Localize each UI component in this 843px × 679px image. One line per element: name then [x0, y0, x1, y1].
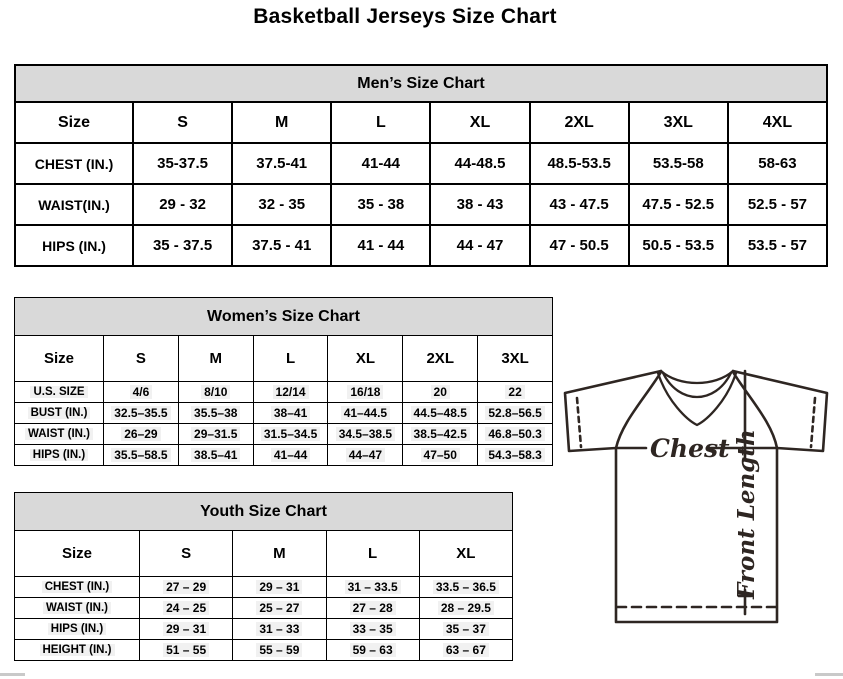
size-value-cell	[233, 577, 326, 598]
row-label	[15, 403, 104, 424]
size-value: 27 – 28	[350, 601, 396, 615]
column-header: M	[178, 336, 253, 382]
row-label-text: U.S. SIZE	[30, 386, 87, 398]
column-header: 3XL	[478, 336, 553, 382]
size-value: 33.5 – 36.5	[433, 580, 499, 594]
size-value: 29 – 31	[163, 622, 209, 636]
size-value-cell	[478, 382, 553, 403]
size-value: 31 – 33	[256, 622, 302, 636]
column-header: 2XL	[403, 336, 478, 382]
row-label	[15, 619, 140, 640]
size-value-cell	[419, 640, 512, 661]
table-row	[15, 640, 513, 661]
column-header: S	[140, 531, 233, 577]
size-value: 32.5–35.5	[111, 406, 170, 420]
column-header: 2XL	[530, 102, 629, 143]
size-value-cell	[140, 640, 233, 661]
row-label-text: WAIST (IN.)	[25, 428, 93, 440]
size-value-cell	[140, 598, 233, 619]
table-row	[15, 577, 513, 598]
size-value-cell	[104, 382, 179, 403]
size-value: 29–31.5	[191, 427, 240, 441]
jersey-outline	[565, 371, 827, 622]
row-label-text: CHEST (IN.)	[42, 581, 113, 593]
column-header: XL	[328, 336, 403, 382]
size-value: 38.5–41	[191, 448, 240, 462]
size-value: 44–47	[346, 448, 385, 462]
table-row	[15, 445, 553, 466]
size-value-cell	[419, 577, 512, 598]
size-value-cell	[253, 403, 328, 424]
size-value-cell: 37.5 - 41	[232, 225, 331, 266]
cutoff-element-bottom-right	[815, 673, 843, 676]
collar-outer-arc	[661, 371, 733, 383]
table-row	[15, 298, 553, 336]
size-value-cell	[328, 445, 403, 466]
size-value-cell: 41 - 44	[331, 225, 430, 266]
column-header: XL	[419, 531, 512, 577]
table-row	[15, 531, 513, 577]
size-value: 59 – 63	[350, 643, 396, 657]
size-value: 51 – 55	[163, 643, 209, 657]
size-value: 63 – 67	[443, 643, 489, 657]
youth-table-title: Youth Size Chart	[15, 493, 513, 531]
row-label	[15, 382, 104, 403]
size-value-cell	[233, 598, 326, 619]
size-value-cell	[328, 424, 403, 445]
size-value-cell	[328, 382, 403, 403]
column-header: XL	[430, 102, 529, 143]
row-label: HIPS (IN.)	[15, 225, 133, 266]
size-value: 31 – 33.5	[345, 580, 401, 594]
size-value: 12/14	[273, 385, 309, 399]
size-value-cell	[104, 403, 179, 424]
size-value: 31.5–34.5	[261, 427, 320, 441]
size-value: 4/6	[130, 385, 153, 399]
row-label-text: HEIGHT (IN.)	[40, 644, 115, 656]
size-value: 25 – 27	[256, 601, 302, 615]
size-value-cell: 47 - 50.5	[530, 225, 629, 266]
table-row	[15, 493, 513, 531]
size-value-cell: 29 - 32	[133, 184, 232, 225]
size-value-cell	[328, 403, 403, 424]
size-value-cell	[403, 424, 478, 445]
table-row	[15, 336, 553, 382]
column-header: L	[253, 336, 328, 382]
size-value: 41–44.5	[341, 406, 390, 420]
jersey-measurement-diagram	[555, 360, 843, 679]
youth-size-table	[14, 492, 513, 661]
row-label: CHEST (IN.)	[15, 143, 133, 184]
row-label-text: HIPS (IN.)	[30, 449, 88, 461]
size-value-cell	[478, 445, 553, 466]
left-cuff-dashed-line	[577, 398, 581, 447]
size-value-cell: 43 - 47.5	[530, 184, 629, 225]
size-value: 27 – 29	[163, 580, 209, 594]
womens-size-table	[14, 297, 553, 466]
size-value: 29 – 31	[256, 580, 302, 594]
chest-label: Chest	[650, 434, 730, 463]
size-value-cell: 47.5 - 52.5	[629, 184, 728, 225]
size-value: 41–44	[271, 448, 310, 462]
column-header: M	[232, 102, 331, 143]
row-label	[15, 577, 140, 598]
size-value: 8/10	[201, 385, 230, 399]
table-row	[15, 424, 553, 445]
column-header: M	[233, 531, 326, 577]
size-value-cell: 44-48.5	[430, 143, 529, 184]
size-value-cell	[178, 403, 253, 424]
column-header-size: Size	[15, 102, 133, 143]
table-row	[15, 598, 513, 619]
table-row	[15, 403, 553, 424]
right-cuff-dashed-line	[811, 398, 815, 447]
size-value-cell: 37.5-41	[232, 143, 331, 184]
row-label	[15, 598, 140, 619]
row-label	[15, 640, 140, 661]
size-value-cell: 53.5 - 57	[728, 225, 827, 266]
column-header: S	[133, 102, 232, 143]
column-header-size: Size	[15, 336, 104, 382]
row-label: WAIST(IN.)	[15, 184, 133, 225]
size-value-cell	[326, 598, 419, 619]
size-value-cell	[233, 619, 326, 640]
size-value: 20	[431, 385, 450, 399]
size-value: 54.3–58.3	[485, 448, 544, 462]
size-value-cell	[253, 382, 328, 403]
size-value: 33 – 35	[350, 622, 396, 636]
size-value-cell: 53.5-58	[629, 143, 728, 184]
size-value-cell: 52.5 - 57	[728, 184, 827, 225]
column-header: 3XL	[629, 102, 728, 143]
size-value: 38–41	[271, 406, 310, 420]
collar-inner-arc	[663, 373, 731, 397]
size-value: 22	[505, 385, 524, 399]
front-length-label: Front Length	[733, 429, 760, 599]
column-header: L	[326, 531, 419, 577]
size-value-cell: 32 - 35	[232, 184, 331, 225]
row-label-text: BUST (IN.)	[28, 407, 91, 419]
size-value: 47–50	[421, 448, 460, 462]
size-value-cell	[178, 424, 253, 445]
size-value-cell	[478, 424, 553, 445]
size-value-cell	[104, 445, 179, 466]
size-value-cell	[326, 619, 419, 640]
page-title: Basketball Jerseys Size Chart	[253, 5, 557, 28]
row-label	[15, 424, 104, 445]
size-value-cell	[253, 424, 328, 445]
size-value-cell	[326, 640, 419, 661]
table-row	[15, 619, 513, 640]
size-value: 26–29	[121, 427, 160, 441]
size-value-cell: 35 - 38	[331, 184, 430, 225]
mens-size-table	[14, 64, 828, 267]
row-label-text: WAIST (IN.)	[43, 602, 111, 614]
size-value: 35.5–38	[191, 406, 240, 420]
size-value-cell: 35 - 37.5	[133, 225, 232, 266]
size-value-cell: 41-44	[331, 143, 430, 184]
size-value: 24 – 25	[163, 601, 209, 615]
size-value-cell	[478, 403, 553, 424]
table-row	[15, 184, 827, 225]
row-label-text: HIPS (IN.)	[48, 623, 106, 635]
womens-table-title: Women’s Size Chart	[15, 298, 553, 336]
size-value-cell	[140, 577, 233, 598]
size-value-cell	[326, 577, 419, 598]
size-value-cell: 35-37.5	[133, 143, 232, 184]
table-row	[15, 225, 827, 266]
size-value-cell	[140, 619, 233, 640]
table-row	[15, 65, 827, 102]
row-label	[15, 445, 104, 466]
column-header: 4XL	[728, 102, 827, 143]
column-header: S	[104, 336, 179, 382]
size-value-cell	[419, 619, 512, 640]
size-value-cell	[419, 598, 512, 619]
size-value-cell	[253, 445, 328, 466]
size-value-cell	[178, 445, 253, 466]
table-row	[15, 382, 553, 403]
size-value-cell: 44 - 47	[430, 225, 529, 266]
size-value: 28 – 29.5	[438, 601, 494, 615]
size-value-cell	[403, 445, 478, 466]
table-row	[15, 102, 827, 143]
cutoff-element-bottom-left	[0, 673, 25, 676]
size-value-cell	[403, 382, 478, 403]
size-value: 46.8–50.3	[485, 427, 544, 441]
collar-v-line	[658, 373, 736, 425]
column-header: L	[331, 102, 430, 143]
size-value: 35 – 37	[443, 622, 489, 636]
table-row	[15, 143, 827, 184]
size-value-cell	[233, 640, 326, 661]
column-header-size: Size	[15, 531, 140, 577]
size-value-cell	[104, 424, 179, 445]
size-value: 44.5–48.5	[411, 406, 470, 420]
size-value-cell	[178, 382, 253, 403]
size-value: 35.5–58.5	[111, 448, 170, 462]
size-value: 52.8–56.5	[485, 406, 544, 420]
size-value-cell	[403, 403, 478, 424]
size-value-cell: 48.5-53.5	[530, 143, 629, 184]
size-value-cell: 38 - 43	[430, 184, 529, 225]
size-value: 34.5–38.5	[336, 427, 395, 441]
size-value-cell: 50.5 - 53.5	[629, 225, 728, 266]
mens-table-title: Men’s Size Chart	[15, 65, 827, 102]
size-value: 55 – 59	[256, 643, 302, 657]
size-value: 16/18	[347, 385, 383, 399]
size-value: 38.5–42.5	[411, 427, 470, 441]
size-value-cell: 58-63	[728, 143, 827, 184]
